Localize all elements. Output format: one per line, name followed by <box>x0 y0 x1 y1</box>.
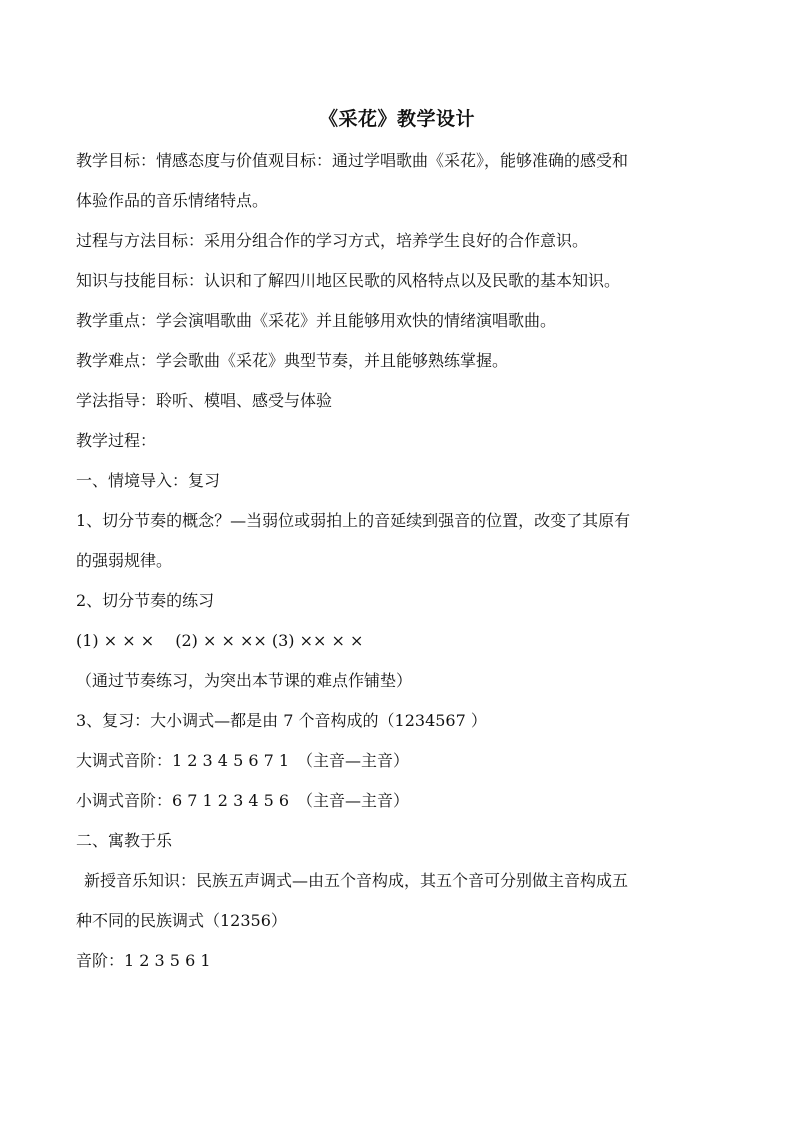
section-heading-teach-fun: 二、寓教于乐 <box>76 831 173 850</box>
paragraph-study-guide: 学法指导：聆听、模唱、感受与体验 <box>76 391 333 410</box>
major-scale-line: 大调式音阶：1 2 3 4 5 6 7 1 （主音—主音） <box>76 751 410 770</box>
list-item-syncopation-concept-cont: 的强弱规律。 <box>76 551 173 570</box>
section-heading-intro: 一、情境导入：复习 <box>76 471 221 490</box>
paragraph-key-point: 教学重点：学会演唱歌曲《采花》并且能够用欢快的情绪演唱歌曲。 <box>76 311 557 330</box>
paragraph-teaching-goals-cont: 体验作品的音乐情绪特点。 <box>76 191 269 210</box>
list-item-review-modes: 3、复习：大小调式—都是由 7 个音构成的（1234567 ） <box>76 711 487 730</box>
paragraph-pentatonic-cont: 种不同的民族调式（12356） <box>76 911 287 930</box>
paragraph-pentatonic: 新授音乐知识：民族五声调式—由五个音构成，其五个音可分别做主音构成五 <box>84 871 629 890</box>
paragraph-process-goal: 过程与方法目标：采用分组合作的学习方式，培养学生良好的合作意识。 <box>76 231 589 250</box>
paragraph-process-heading: 教学过程： <box>76 431 157 450</box>
document-title: 《采花》教学设计 <box>318 108 475 130</box>
list-item-syncopation-practice: 2、切分节奏的练习 <box>76 591 215 610</box>
pentatonic-scale-line: 音阶：1 2 3 5 6 1 <box>76 951 211 970</box>
rhythm-exercise-line: (1) × × × (2) × × ×× (3) ×× × × <box>76 631 364 650</box>
paragraph-knowledge-goal: 知识与技能目标：认识和了解四川地区民歌的风格特点以及民歌的基本知识。 <box>76 271 621 290</box>
minor-scale-line: 小调式音阶：6 7 1 2 3 4 5 6 （主音—主音） <box>76 791 410 810</box>
list-item-syncopation-concept: 1、切分节奏的概念？—当弱位或弱拍上的音延续到强音的位置，改变了其原有 <box>76 511 631 530</box>
document-body <box>76 141 726 981</box>
paragraph-teaching-goals: 教学目标：情感态度与价值观目标：通过学唱歌曲《采花》，能够准确的感受和 <box>76 151 629 170</box>
paragraph-difficulty: 教学难点：学会歌曲《采花》典型节奏，并且能够熟练掌握。 <box>76 351 509 370</box>
paragraph-rhythm-note: （通过节奏练习，为突出本节课的难点作铺垫） <box>76 671 413 690</box>
